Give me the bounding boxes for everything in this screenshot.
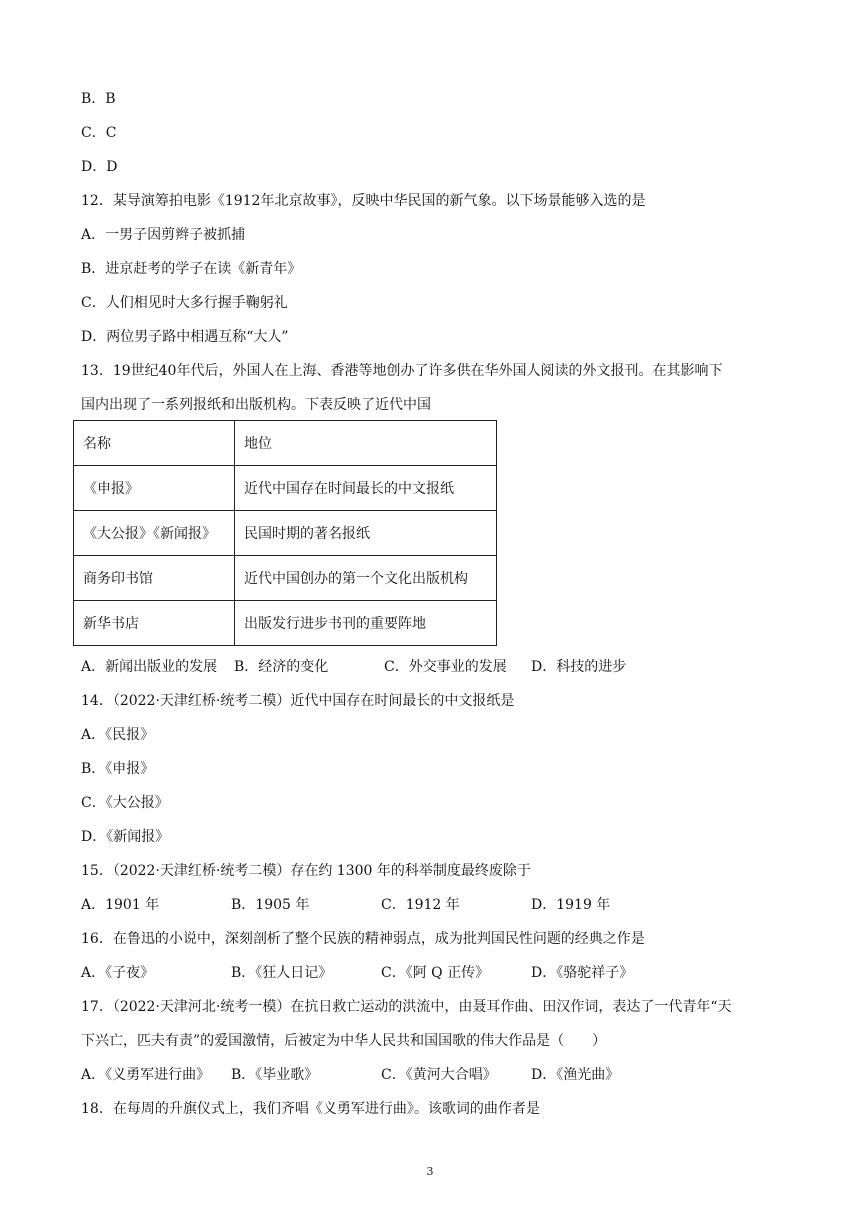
q17-option-c: C．《黄河大合唱》 bbox=[381, 1067, 497, 1083]
q17-stem-line1: 17．（2022·天津河北·统考一模）在抗日救亡运动的洪流中，由聂耳作曲、田汉作词，表达了一代青年“天 bbox=[81, 999, 732, 1015]
q16-stem: 16．在鲁迅的小说中，深刻剖析了整个民族的精神弱点，成为批判国民性问题的经典之作是 bbox=[81, 931, 645, 947]
q14-option-b: B．《申报》 bbox=[81, 761, 155, 777]
q13-stem-line2: 国内出现了一系列报纸和出版机构。下表反映了近代中国 bbox=[81, 397, 431, 413]
q13-option-c: C．外交事业的发展 bbox=[384, 659, 507, 675]
table-cell-name: 《申报》 bbox=[74, 466, 235, 511]
q13-option-d: D．科技的进步 bbox=[531, 659, 627, 675]
table-row bbox=[74, 466, 497, 511]
q14-option-d: D．《新闻报》 bbox=[81, 829, 170, 845]
table-cell-name: 新华书店 bbox=[74, 601, 235, 646]
q17-option-b: B．《毕业歌》 bbox=[231, 1067, 319, 1083]
q18-stem: 18．在每周的升旗仪式上，我们齐唱《义勇军进行曲》。该歌词的曲作者是 bbox=[81, 1101, 540, 1117]
q15-option-c: C．1912 年 bbox=[381, 897, 460, 913]
q11-option-b: B．B bbox=[81, 91, 116, 107]
q15-options bbox=[81, 895, 610, 915]
q13-options bbox=[81, 657, 626, 677]
table-row bbox=[74, 601, 497, 646]
q15-option-d: D．1919 年 bbox=[531, 897, 611, 913]
table-cell-status: 近代中国创办的第一个文化出版机构 bbox=[235, 556, 497, 601]
q14-option-a: A．《民报》 bbox=[81, 727, 155, 743]
q12-option-a: A．一男子因剪辫子被抓捕 bbox=[81, 227, 246, 243]
q12-option-d: D．两位男子路中相遇互称“大人” bbox=[81, 329, 289, 345]
q12-stem: 12．某导演筹拍电影《1912年北京故事》，反映中华民国的新气象。以下场景能够入选的是 bbox=[81, 193, 646, 209]
table-cell-name: 《大公报》《新闻报》 bbox=[74, 511, 235, 556]
q17-option-d: D．《渔光曲》 bbox=[531, 1067, 620, 1083]
q16-options bbox=[81, 963, 633, 983]
q13-stem-line1: 13．19世纪40年代后，外国人在上海、香港等地创办了许多供在华外国人阅读的外文报刊。在其影响下 bbox=[81, 363, 723, 379]
q16-option-d: D．《骆驼祥子》 bbox=[531, 965, 634, 981]
q16-option-c: C．《阿 Q 正传》 bbox=[381, 965, 490, 981]
q17-option-a: A．《义勇军进行曲》 bbox=[81, 1067, 211, 1083]
table-header-row bbox=[74, 421, 497, 466]
q16-option-b: B．《狂人日记》 bbox=[231, 965, 333, 981]
table-header-name: 名称 bbox=[74, 421, 235, 466]
page-number: 3 bbox=[426, 1165, 434, 1178]
table-header-status: 地位 bbox=[235, 421, 497, 466]
q12-option-c: C．人们相见时大多行握手鞠躬礼 bbox=[81, 295, 288, 311]
q17-stem-line2: 下兴亡，匹夫有责”的爱国激情，后被定为中华人民共和国国歌的伟大作品是（ ） bbox=[81, 1033, 607, 1049]
table-row bbox=[74, 556, 497, 601]
q16-option-a: A．《子夜》 bbox=[81, 965, 155, 981]
table-row bbox=[74, 511, 497, 556]
table-cell-status: 出版发行进步书刊的重要阵地 bbox=[235, 601, 497, 646]
table-cell-name: 商务印书馆 bbox=[74, 556, 235, 601]
q14-option-c: C．《大公报》 bbox=[81, 795, 169, 811]
q17-options bbox=[81, 1065, 619, 1085]
q11-option-d: D．D bbox=[81, 159, 118, 175]
q13-table bbox=[73, 420, 497, 646]
q13-option-a: A．新闻出版业的发展 bbox=[81, 659, 218, 675]
q12-option-b: B．进京赶考的学子在读《新青年》 bbox=[81, 261, 302, 277]
table-cell-status: 近代中国存在时间最长的中文报纸 bbox=[235, 466, 497, 511]
q11-option-c: C．C bbox=[81, 125, 117, 141]
q15-option-a: A．1901 年 bbox=[81, 897, 160, 913]
q15-stem: 15．（2022·天津红桥·统考二模）存在约 1300 年的科举制度最终废除于 bbox=[81, 863, 531, 879]
q14-stem: 14．（2022·天津红桥·统考二模）近代中国存在时间最长的中文报纸是 bbox=[81, 693, 515, 709]
q15-option-b: B．1905 年 bbox=[231, 897, 310, 913]
table-cell-status: 民国时期的著名报纸 bbox=[235, 511, 497, 556]
q13-option-b: B．经济的变化 bbox=[234, 659, 329, 675]
